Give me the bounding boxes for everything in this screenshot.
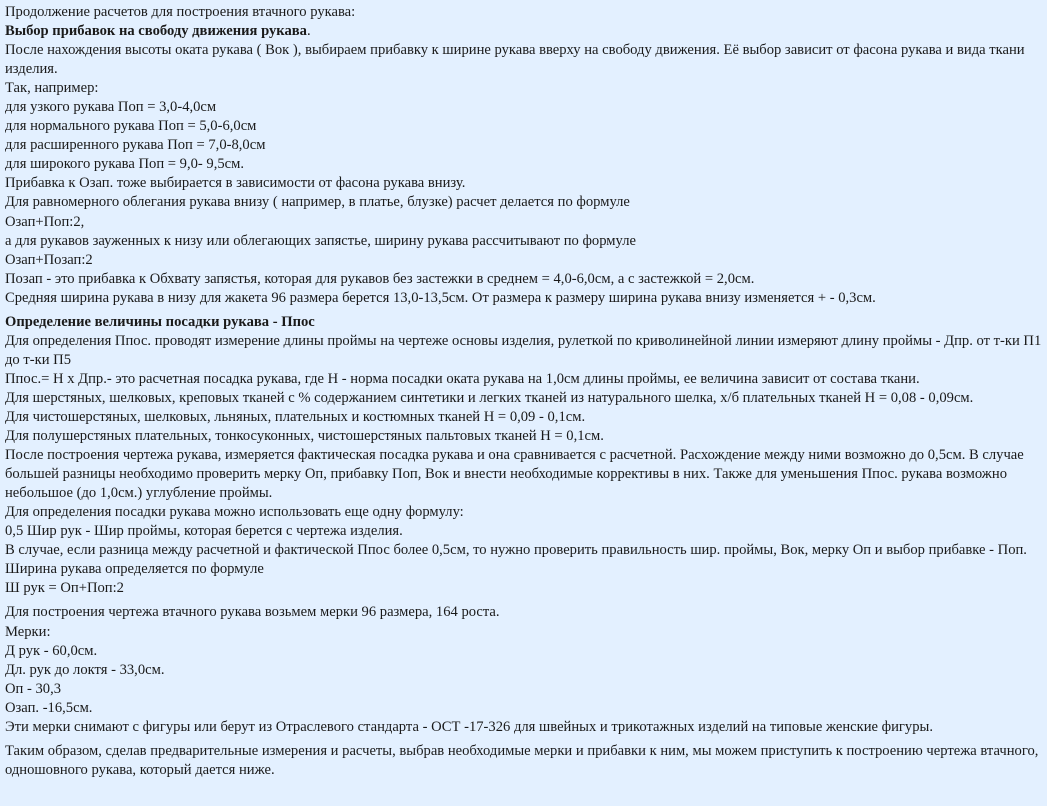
text-line: Прибавка к Озап. тоже выбирается в зависимости от фасона рукава внизу. <box>5 175 466 192</box>
allowance-wide: для широкого рукава Поп = 9,0- 9,5см. <box>5 156 245 173</box>
measurements-label: Мерки: <box>5 623 51 640</box>
text-line: Для чистошерстяных, шелковых, льняных, плательных и костюмных тканей Н = 0,09 - 0,1см. <box>5 408 586 425</box>
allowance-extended: для расширенного рукава Поп = 7,0-8,0см <box>5 137 266 154</box>
text-line: Для равномерного облегания рукава внизу ( например, в платье, блузке) расчет делается по формуле <box>5 194 630 211</box>
formula-line: 0,5 Шир рук - Шир проймы, которая берется с чертежа изделия. <box>5 523 403 540</box>
formula-line: Ш рук = Оп+Поп:2 <box>5 580 124 597</box>
paragraph-sleeve-cap: После нахождения высоты оката рукава ( Вок ), выбираем прибавку к ширине рукава вверху на свободу движения. Её выбор зависит от фасона рукава и вида ткани изделия. <box>5 42 1025 78</box>
text-line: Для определения посадки рукава можно использовать еще одну формулу: <box>5 504 464 521</box>
text-line: Ширина рукава определяется по формуле <box>5 561 264 578</box>
intro-line: Продолжение расчетов для построения втачного рукава: <box>5 4 356 20</box>
measurement-item: Дл. рук до локтя - 33,0см. <box>5 661 165 678</box>
text-line: Ппос.= Н х Дпр.- это расчетная посадка рукава, где Н - норма посадки оката рукава на 1,0см длины проймы, ее величина зависит от состава ткани. <box>5 370 920 387</box>
paragraph-check: После построения чертежа рукава, измеряется фактическая посадка рукава и она сравнивается с расчетной. Расхождение между ними возможно до 0,5см. В случае большей разницы необходимо проверить мерку Оп, прибавку Поп, Вок и внести необходимые коррективы в них. Также для уменьшения Ппос. рукава возможно небольшое (до 1,0см.) углубление проймы. <box>5 447 1024 502</box>
text-line: Позап - это прибавка к Обхвату запястья, которая для рукавов без застежки в среднем = 4,0-6,0см, а с застежкой = 2,0см. <box>5 270 755 287</box>
text-line: а для рукавов зауженных к низу или облегающих запястье, ширину рукава рассчитывают по формуле <box>5 232 636 249</box>
section-heading-fit: Определение величины посадки рукава - Ппос <box>5 313 315 330</box>
text-line: Средняя ширина рукава в низу для жакета 96 размера берется 13,0-13,5см. От размера к размеру ширина рукава внизу изменяется + - 0,3см. <box>5 289 876 306</box>
measurement-item: Оп - 30,3 <box>5 680 62 697</box>
measurement-item: Д рук - 60,0см. <box>5 642 98 659</box>
paragraph-armhole: Для определения Ппос. проводят измерение длины проймы на чертеже основы изделия, рулеткой по криволинейной линии измеряют длину проймы - Дпр. от т-ки П1 до т-ки П5 <box>5 332 1042 368</box>
paragraph-difference: В случае, если разница между расчетной и фактической Ппос более 0,5см, то нужно проверить правильность шир. проймы, Вок, мерку Оп и выбор прибавке - Поп. <box>5 542 1027 559</box>
text-line: Для шерстяных, шелковых, креповых тканей с % содержанием синтетики и легких тканей из натурального шелка, х/б плательных тканей Н = 0,08 - 0,09см. <box>5 389 974 406</box>
measurement-item: Озап. -16,5см. <box>5 699 93 716</box>
formula-line: Озап+Поп:2, <box>5 213 85 230</box>
text-line: Для построения чертежа втачного рукава возьмем мерки 96 размера, 164 роста. <box>5 604 500 621</box>
allowance-narrow: для узкого рукава Поп = 3,0-4,0см <box>5 99 217 116</box>
paragraph-conclusion: Таким образом, сделав предварительные измерения и расчеты, выбрав необходимые мерки и прибавки к ним, мы можем приступить к построению чертежа втачного, одношовного рукава, который дается ниже. <box>5 742 1039 778</box>
section-heading-allowances: Выбор прибавок на свободу движения рукава <box>5 23 307 40</box>
text-line: Для полушерстяных плательных, тонкосуконных, чистошерстяных пальтовых тканей Н = 0,1см. <box>5 428 604 445</box>
text-line: Эти мерки снимают с фигуры или берут из Отраслевого стандарта - ОСТ -17-326 для швейных и трикотажных изделий на типовые женские фигуры. <box>5 718 933 735</box>
formula-line: Озап+Позап:2 <box>5 251 93 268</box>
heading-period: . <box>306 23 311 40</box>
text-line: Так, например: <box>5 80 99 97</box>
allowance-normal: для нормального рукава Поп = 5,0-6,0см <box>5 118 257 135</box>
